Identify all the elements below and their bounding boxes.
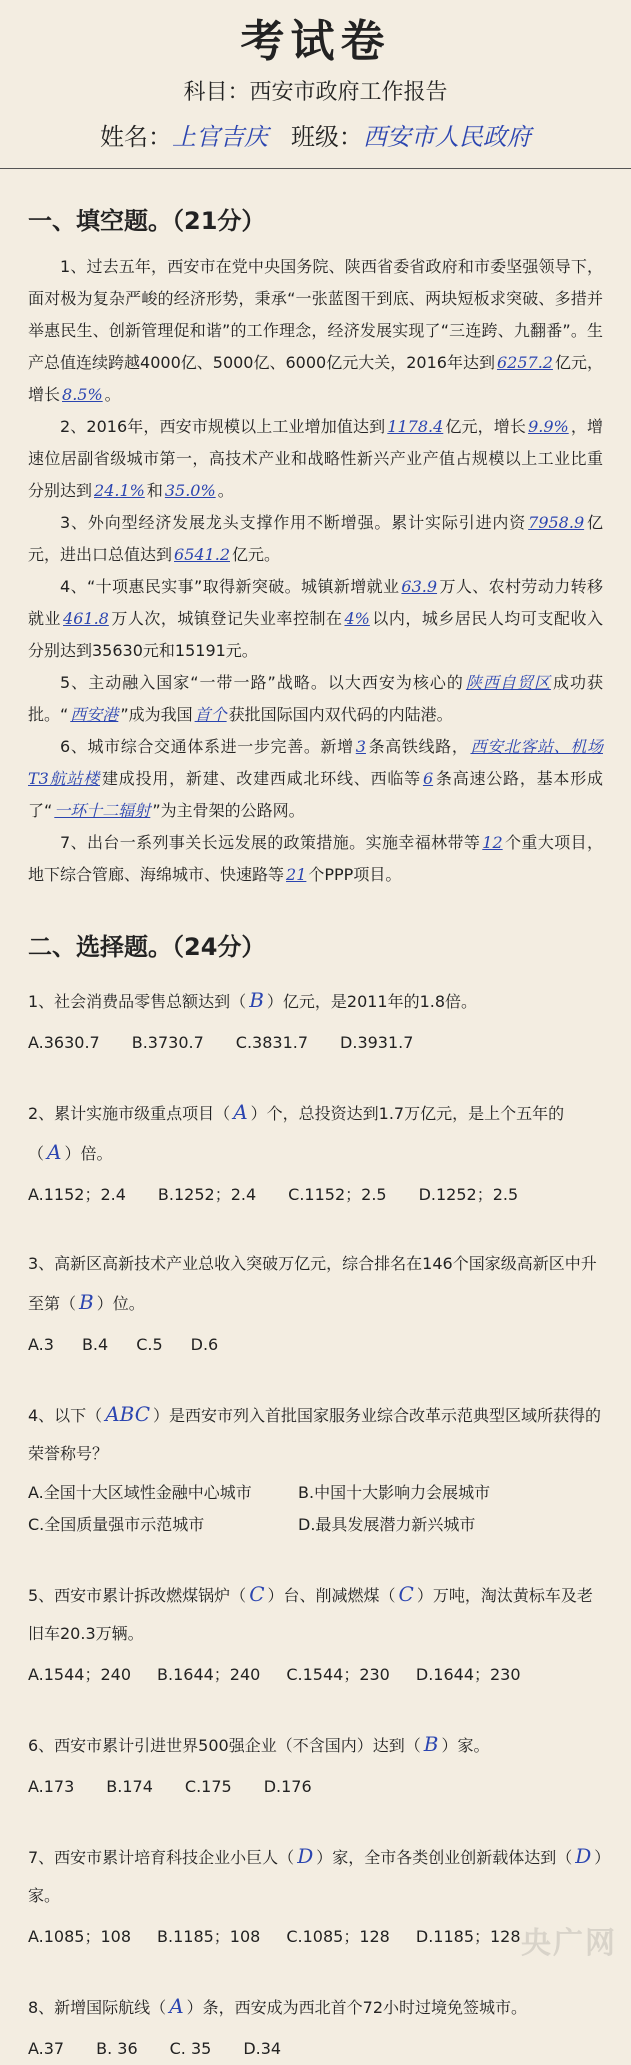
text: 。	[104, 385, 121, 404]
text: 亿元，增长	[445, 417, 527, 436]
class-value: 西安市人民政府	[362, 123, 531, 151]
option-a: A.全国十大区域性金融中心城市	[28, 1483, 252, 1502]
option-a: A.173	[28, 1777, 75, 1796]
text: ）是西安市列入首批国家服务业综合改革示范典型区域所获得的荣誉称号？	[28, 1406, 602, 1463]
answer: 63.9	[401, 577, 438, 596]
text: 2、累计实施市级重点项目（	[28, 1104, 231, 1123]
text: ）家，全市各类创业创新载体达到（	[316, 1848, 573, 1867]
options	[28, 2033, 603, 2065]
header-divider	[0, 168, 631, 169]
text: 成功获批。“	[28, 673, 603, 724]
option-c: C.5	[136, 1335, 163, 1354]
text: ”成为我国	[120, 705, 193, 724]
section-fill-blank-title: 一、填空题。（21分）	[28, 207, 266, 235]
fill-question-7	[0, 827, 631, 891]
answer: 9.9%	[528, 417, 569, 436]
answer: 3	[355, 737, 366, 756]
choice-question-2	[0, 1093, 631, 1211]
option-a: A.3630.7	[28, 1033, 100, 1052]
answer: A	[169, 1994, 184, 2018]
option-d: D.6	[190, 1335, 219, 1354]
answer: A	[233, 1100, 248, 1124]
question-stem	[28, 981, 603, 1021]
answer: 24.1%	[94, 481, 145, 500]
option-c: C.1152；2.5	[288, 1185, 387, 1204]
answer: 一环十二辐射	[54, 801, 151, 820]
text: ）条，西安成为西北首个72小时过境免签城市。	[186, 1998, 528, 2017]
text: 2、2016年，西安市规模以上工业增加值达到	[60, 417, 386, 436]
choice-question-8	[0, 1987, 631, 2065]
option-c: C.1544；230	[286, 1665, 390, 1684]
option-d: D.3931.7	[340, 1033, 414, 1052]
answer: 西安港	[70, 705, 119, 724]
options	[28, 1477, 603, 1541]
option-d: D.1185；128	[415, 1927, 521, 1946]
text: ）倍。	[64, 1144, 113, 1163]
answer: D	[575, 1844, 592, 1868]
answer: D	[297, 1844, 314, 1868]
text: 5、西安市累计拆改燃煤锅炉（	[28, 1586, 247, 1605]
options	[28, 1179, 603, 1211]
answer: A	[47, 1140, 62, 1164]
text: 3、高新区高新技术产业总收入突破万亿元，综合排名在146个国家级高新区中升至第（	[28, 1254, 597, 1313]
text: ）家。	[441, 1736, 490, 1755]
answer: 461.8	[63, 609, 109, 628]
answer: 4%	[344, 609, 370, 628]
option-b: B.中国十大影响力会展城市	[298, 1483, 491, 1502]
section-choice-title: 二、选择题。（24分）	[28, 933, 266, 961]
text: 1、过去五年，西安市在党中央国务院、陕西省委省政府和市委坚强领导下，面对极为复杂严峻的经济形势，秉承“一张蓝图干到底、两块短板求突破、多措并举惠民生、创新管理促和谐”的工作理念，经济发展实现了“三连跨、九翻番”。生产总值连续跨越4000亿、5000亿、6000亿元大关，2016年达到	[28, 257, 603, 372]
option-c: C.1085；128	[286, 1927, 390, 1946]
text: 8、新增国际航线（	[28, 1998, 167, 2017]
fill-question-3	[0, 507, 631, 571]
option-d: D.最具发展潜力新兴城市	[298, 1515, 476, 1534]
text: 1、社会消费品零售总额达到（	[28, 992, 247, 1011]
answer: C	[249, 1582, 265, 1606]
text: 。	[217, 481, 234, 500]
text: ）家。	[28, 1848, 603, 1905]
answer: ABC	[105, 1402, 151, 1426]
choice-question-1	[0, 981, 631, 1059]
choice-question-6	[0, 1725, 631, 1803]
question-stem	[28, 1245, 603, 1323]
option-b: B.4	[81, 1335, 109, 1354]
option-c: C.175	[184, 1777, 232, 1796]
fill-question-2	[0, 411, 631, 507]
answer: 35.0%	[164, 481, 216, 500]
text: 4、“十项惠民实事”取得新突破。城镇新增就业	[60, 577, 400, 596]
option-a: A.37	[28, 2039, 65, 2058]
question-stem	[28, 1987, 603, 2027]
option-d: D.34	[243, 2039, 282, 2058]
text: 亿元，增长	[28, 353, 603, 404]
answer: 西安北客站、机场T3航站楼	[28, 737, 603, 788]
exam-header	[0, 0, 631, 154]
text: 3、外向型经济发展龙头支撑作用不断增强。累计实际引进内资	[60, 513, 527, 532]
option-a: A.1544；240	[28, 1665, 132, 1684]
choice-question-5	[0, 1575, 631, 1691]
options	[28, 1921, 603, 1953]
option-b: B.3730.7	[131, 1033, 204, 1052]
answer: 7958.9	[528, 513, 585, 532]
option-b: B. 36	[96, 2039, 138, 2058]
answer: 6	[422, 769, 434, 788]
text: 6、西安市累计引进世界500强企业（不含国内）达到（	[28, 1736, 421, 1755]
answer: B	[423, 1732, 439, 1756]
fill-question-1	[0, 251, 631, 411]
answer: 12	[482, 833, 503, 852]
name-class-row	[0, 120, 631, 154]
text: 万人、农村劳动力转移就业	[28, 577, 603, 628]
question-stem	[28, 1395, 603, 1473]
option-a: A.1085；108	[28, 1927, 132, 1946]
text: 个PPP项目。	[308, 865, 402, 884]
name-label: 姓名：	[100, 123, 173, 151]
cnr-watermark: 央广网	[521, 1926, 617, 1961]
option-d: D.176	[263, 1777, 312, 1796]
answer: 6541.2	[174, 545, 230, 564]
text: 和	[146, 481, 163, 500]
fill-question-4	[0, 571, 631, 667]
exam-title: 考试卷	[240, 16, 391, 67]
answer: B	[79, 1290, 94, 1314]
question-stem	[28, 1725, 603, 1765]
text: 亿元，进出口总值达到	[28, 513, 603, 564]
question-stem	[28, 1575, 603, 1653]
options	[28, 1771, 603, 1803]
option-b: B.1185；108	[157, 1927, 261, 1946]
text: 获批国际国内双代码的内陆港。	[228, 705, 453, 724]
option-a: A.1152；2.4	[28, 1185, 126, 1204]
answer: C	[398, 1582, 414, 1606]
text: 条高铁线路，	[367, 737, 469, 756]
question-stem	[28, 1837, 603, 1915]
option-b: B.174	[106, 1777, 153, 1796]
option-b: B.1252；2.4	[157, 1185, 257, 1204]
text: 条高速公路，基本形成了“	[28, 769, 603, 820]
answer: 8.5%	[62, 385, 103, 404]
options	[28, 1027, 603, 1059]
name-value: 上官吉庆	[172, 123, 269, 151]
option-b: B.1644；240	[157, 1665, 261, 1684]
option-d: D.1252；2.5	[418, 1185, 519, 1204]
text: 7、西安市累计培育科技企业小巨人（	[28, 1848, 295, 1867]
choice-question-4	[0, 1395, 631, 1541]
option-a: A.3	[28, 1335, 54, 1354]
choice-question-3	[0, 1245, 631, 1361]
option-c: C. 35	[169, 2039, 212, 2058]
text: 建成投用，新建、改建西咸北环线、西临等	[102, 769, 421, 788]
answer: 首个	[194, 705, 227, 724]
class-label: 班级：	[290, 123, 363, 151]
text: 亿元。	[232, 545, 281, 564]
text: ”为主骨架的公路网。	[152, 801, 305, 820]
options	[28, 1659, 603, 1691]
text: ）个，总投资达到1.7万亿元，是上个五年的（	[28, 1104, 565, 1163]
text: 7、出台一系列事关长远发展的政策措施。实施幸福林带等	[60, 833, 481, 852]
options	[28, 1329, 603, 1361]
option-d: D.1644；230	[415, 1665, 521, 1684]
text: ）万吨，淘汰黄标车及老旧车20.3万辆。	[28, 1586, 593, 1643]
text: 5、主动融入国家“一带一路”战略。以大西安为核心的	[60, 673, 464, 692]
text: ）亿元，是2011年的1.8倍。	[266, 992, 478, 1011]
text: ）位。	[96, 1294, 145, 1313]
text: 万人次，城镇登记失业率控制在	[110, 609, 343, 628]
text: 个重大项目，地下综合管廊、海绵城市、快速路等	[28, 833, 603, 884]
fill-question-6	[0, 731, 631, 827]
text: 以内，城乡居民人均可支配收入分别达到35630元和15191元。	[28, 609, 603, 660]
exam-subject: 科目：西安市政府工作报告	[183, 80, 448, 105]
option-c: C.全国质量强市示范城市	[28, 1515, 205, 1534]
answer: 1178.4	[387, 417, 444, 436]
fill-question-5	[0, 667, 631, 731]
question-stem	[28, 1093, 603, 1173]
option-c: C.3831.7	[235, 1033, 309, 1052]
text: ）台、削减燃煤（	[267, 1586, 396, 1605]
answer: 6257.2	[496, 353, 553, 372]
answer: 21	[286, 865, 307, 884]
answer: 陕西自贸区	[465, 673, 551, 692]
text: 4、以下（	[28, 1406, 103, 1425]
text: ，增速位居副省级城市第一，高技术产业和战略性新兴产业产值占规模以上工业比重分别达到	[28, 417, 603, 500]
answer: B	[249, 988, 264, 1012]
text: 6、城市综合交通体系进一步完善。新增	[60, 737, 354, 756]
